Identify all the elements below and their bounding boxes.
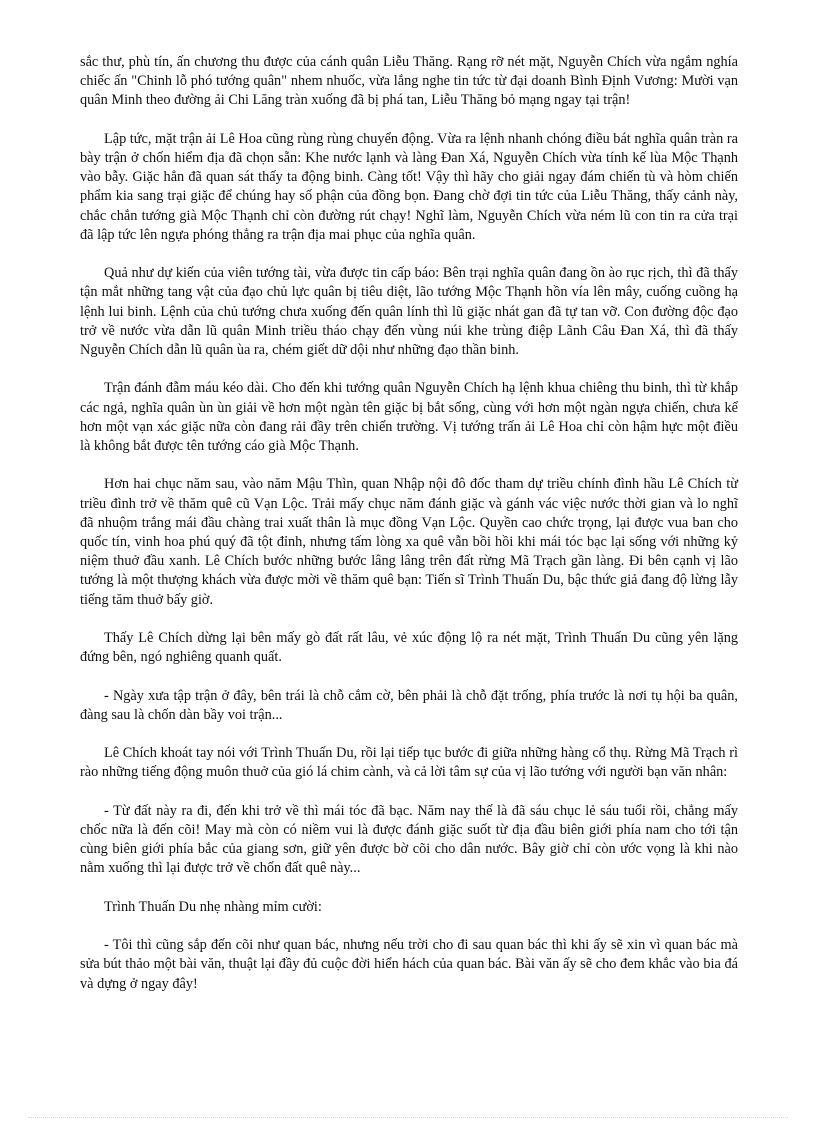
paragraph: Thấy Lê Chích dừng lại bên mấy gò đất rất lâu, vẻ xúc động lộ ra nét mặt, Trình Thuấn Du cũng yên lặng đứng bên, ngó nghiêng quanh quất. xyxy=(80,630,738,666)
paragraph: Lê Chích khoát tay nói với Trình Thuấn Du, rồi lại tiếp tục bước đi giữa những hàng cổ thụ. Rừng Mã Trạch rì rào những tiếng động muôn thuở của gió lá chim cành, và cả lời tâm sự của vị lão tướng với người bạn văn nhân: xyxy=(80,745,738,781)
dialogue-paragraph: - Tôi thì cũng sắp đến cõi như quan bác, nhưng nếu trời cho đi sau quan bác thì khi ấy sẽ xin vì quan bác mà sửa bút thảo một bài văn, thuật lại đầy đủ cuộc đời hiển hách của quan bác. Bài văn ấy sẽ cho đem khắc vào bia đá và dựng ở ngay đây! xyxy=(80,937,738,992)
paragraph: Trận đánh đẫm máu kéo dài. Cho đến khi tướng quân Nguyễn Chích hạ lệnh khua chiêng thu binh, thì từ khắp các ngả, nghĩa quân ùn ùn giải về hơn một ngàn tên giặc bị bắt sống, cùng với hơn một ngàn ngựa chiến, chưa kể hơn một vạn xác giặc nữa còn đang rải đầy trên chiến trường. Vị tướng trấn ải Lê Hoa chỉ còn hậm hực một điều là không bắt được tên tướng cáo già Mộc Thạnh. xyxy=(80,380,738,455)
document-body xyxy=(80,53,738,1013)
paragraph: Hơn hai chục năm sau, vào năm Mậu Thìn, quan Nhập nội đô đốc tham dự triều chính đình hầu Lê Chích từ triều đình trở về thăm quê cũ Vạn Lộc. Trải mấy chục năm đánh giặc và gánh vác việc nước thời gian và lo nghĩ đã nhuộm trắng mái đầu chàng trai xuất thân là mục đồng Vạn Lộc. Quyền cao chức trọng, lại được vua ban cho quốc tín, vinh hoa phú quý đã tột đỉnh, nhưng tấm lòng xa quê vẫn bồi hồi khi mái tóc bạc lại sống với những kỷ niệm thuở đầu xanh. Lê Chích bước những bước lâng lâng trên đất rừng Mã Trạch gần làng. Đi bên cạnh vị lão tướng là một thượng khách vừa được mời về thăm quê bạn: Tiến sĩ Trình Thuấn Du, bậc thức giả đang độ lừng lẫy tiếng tăm thuở bấy giờ. xyxy=(80,476,738,608)
paragraph: Quả như dự kiến của viên tướng tài, vừa được tin cấp báo: Bên trại nghĩa quân đang ồn ào rục rịch, thì đã thấy tận mắt những tang vật của đạo chủ lực quân bị tiêu diệt, lão tướng Mộc Thạnh hồn vía lên mây, cuống cuồng hạ lệnh lui binh. Lệnh của chủ tướng chưa xuống đến quân lính thì lũ giặc nhát gan đã tự tan vỡ. Con đường độc đạo trở về nước vừa dẫn lũ quân Minh triều tháo chạy đến vùng núi khe trùng điệp Lãnh Câu Đan Xá, thì đã thấy Nguyễn Chích dẫn lũ quân ùa ra, chém giết dữ dội như những đạo thần binh. xyxy=(80,265,738,359)
page-bottom-divider xyxy=(28,1117,788,1118)
dialogue-paragraph: - Ngày xưa tập trận ở đây, bên trái là chỗ cắm cờ, bên phải là chỗ đặt trống, phía trước là nơi tụ hội ba quân, đàng sau là chốn dàn bầy voi trận... xyxy=(80,687,738,723)
paragraph: Trình Thuấn Du nhẹ nhàng mỉm cười: xyxy=(104,898,322,915)
dialogue-paragraph: - Từ đất này ra đi, đến khi trở về thì mái tóc đã bạc. Năm nay thế là đã sáu chục lẻ sáu tuổi rồi, chẳng mấy chốc nữa là đến cõi! May mà còn có niềm vui là được đánh giặc suốt từ địa đầu biên giới phía nam cho tới tận cùng biên giới phía bắc của giang sơn, giữ yên được bờ cõi cho dân nước. Bây giờ chỉ còn ước vọng là khi nào nằm xuống thì lại được trở về chốn đất quê này... xyxy=(80,802,738,877)
paragraph: Lập tức, mặt trận ải Lê Hoa cũng rùng rùng chuyển động. Vừa ra lệnh nhanh chóng điều bát nghĩa quân tràn ra bày trận ở chốn hiểm địa đã chọn sẵn: Khe nước lạnh và làng Đan Xá, Nguyễn Chích vừa tính kế lùa Mộc Thạnh vào bẫy. Giặc hẳn đã quan sát thấy ta động binh. Càng tốt! Vậy thì hãy cho giải ngay đám chiến tù và hòm chiến phẩm kia sang trại giặc để chúng hay số phận của đồng bọn. Đang chờ đợi tin tức của Liễu Thăng, thấy cảnh này, chắc chắn tướng già Mộc Thạnh chỉ còn đường rút chạy! Nghĩ làm, Nguyễn Chích vừa ném lũ con tin ra cửa trại đã lập tức lên ngựa phóng thẳng ra trận địa mai phục của nghĩa quân. xyxy=(80,130,738,243)
paragraph-continuation: sắc thư, phù tín, ấn chương thu được của cánh quân Liễu Thăng. Rạng rỡ nét mặt, Nguyễn Chích vừa ngắm nghía chiếc ấn "Chinh lỗ phó tướng quân" nhem nhuốc, vừa lắng nghe tin tức từ đại doanh Bình Định Vương: Mười vạn quân Minh theo đường ải Chi Lăng tràn xuống đã bị phá tan, Liễu Thăng bỏ mạng ngay tại trận! xyxy=(80,54,738,109)
